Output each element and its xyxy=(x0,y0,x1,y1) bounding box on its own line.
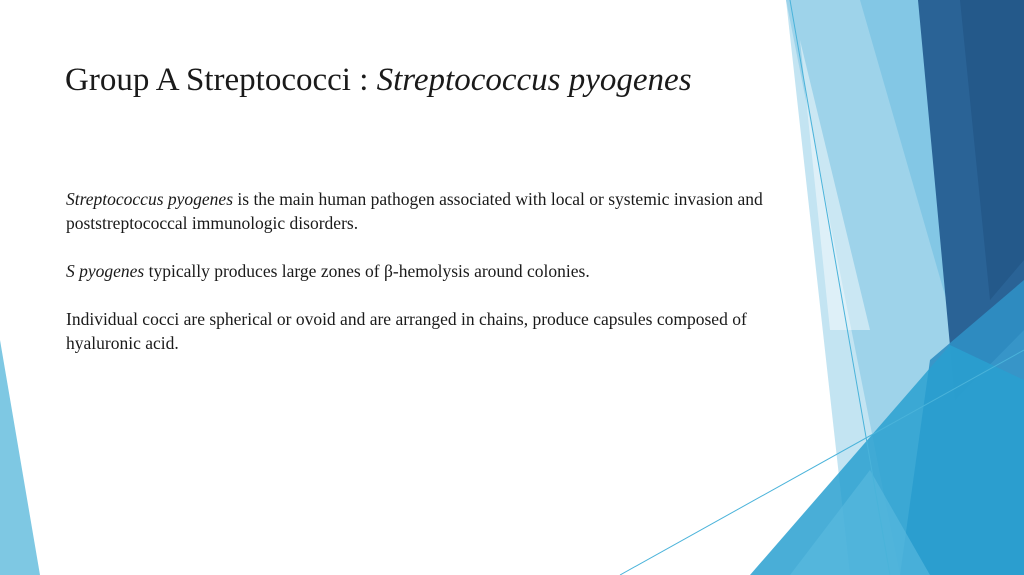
paragraph-3-text: Individual cocci are spherical or ovoid and are arranged in chains, produce capsules composed of hyaluronic acid. xyxy=(66,309,747,353)
left-edge-facet xyxy=(0,340,40,575)
paragraph-1 xyxy=(66,187,766,235)
paragraph-1-text: is the main human pathogen associated with local or systemic invasion and poststreptococcal immunologic disorders. xyxy=(66,189,763,233)
slide-body xyxy=(66,187,766,379)
paragraph-3 xyxy=(66,307,766,355)
paragraph-2-italic: S pyogenes xyxy=(66,261,145,281)
title-plain: Group A Streptococci : xyxy=(65,62,377,98)
title-italic: Streptococcus pyogenes xyxy=(376,62,692,98)
paragraph-2-text: typically produces large zones of β-hemolysis around colonies. xyxy=(144,261,590,281)
paragraph-1-italic: Streptococcus pyogenes xyxy=(66,189,234,209)
paragraph-2 xyxy=(66,259,766,283)
slide-title xyxy=(65,58,692,102)
